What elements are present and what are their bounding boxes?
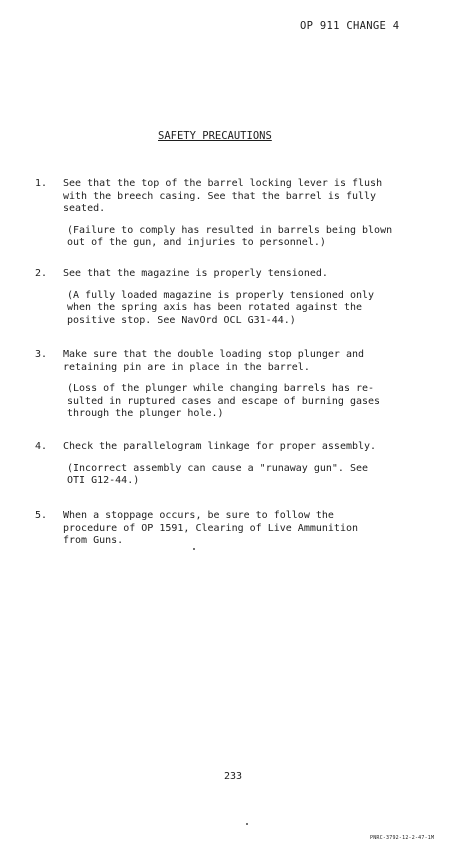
- item-note: (Failure to comply has resulted in barrels being blown out of the gun, and injuries to personnel.): [67, 224, 393, 248]
- page-number: 233: [224, 771, 243, 782]
- section-title: SAFETY PRECAUTIONS: [158, 130, 272, 142]
- item-number: 4.: [35, 441, 48, 452]
- item-number: 1.: [35, 178, 48, 189]
- document-id: OP 911 CHANGE 4: [300, 20, 400, 32]
- item-text: Make sure that the double loading stop plunger and retaining pin are in place in the barrel.: [63, 349, 365, 373]
- item-number: 5.: [35, 510, 48, 521]
- item-number: 2.: [35, 268, 48, 279]
- item-text: See that the magazine is properly tensioned.: [63, 268, 328, 279]
- ink-speck: [246, 823, 248, 825]
- ink-speck: [193, 548, 195, 550]
- item-text: See that the top of the barrel locking lever is flush with the breech casing. See that the barrel is fully seated.: [63, 178, 383, 214]
- precaution-item-3: [35, 349, 445, 421]
- precaution-item-1: [35, 178, 445, 250]
- item-note: (A fully loaded magazine is properly tensioned only when the spring axis has been rotated against the positive stop. See NavOrd OCL G31-44.): [67, 289, 375, 326]
- item-note: (Incorrect assembly can cause a "runaway gun". See OTI G12-44.): [67, 462, 369, 486]
- item-text: Check the parallelogram linkage for proper assembly.: [63, 441, 377, 452]
- precaution-item-5: [35, 510, 445, 548]
- print-code: PNRC-3792-12-2-47-1M: [370, 835, 435, 841]
- item-text: When a stoppage occurs, be sure to follow the procedure of OP 1591, Clearing of Live Ammunition from Guns.: [63, 510, 359, 546]
- item-note: (Loss of the plunger while changing barrels has re- sulted in ruptured cases and escape of burning gases through the plunger hole.): [67, 383, 381, 419]
- precaution-item-2: [35, 268, 445, 327]
- precaution-item-4: [35, 441, 445, 488]
- item-number: 3.: [35, 349, 48, 360]
